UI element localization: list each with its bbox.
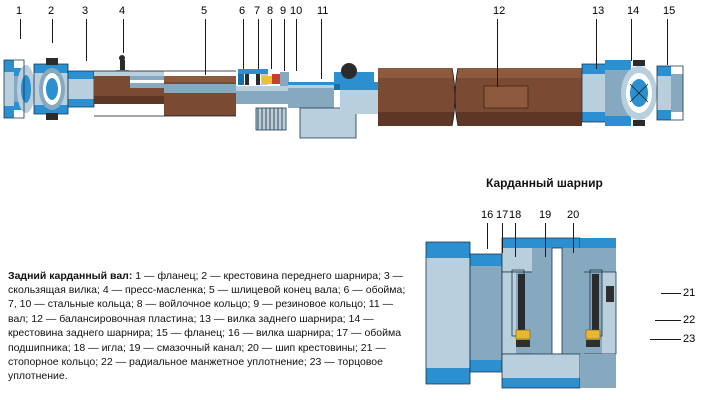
leader-10 [296,19,297,71]
callout-3: 3 [82,5,89,17]
leader-22 [655,320,681,321]
callout-21: 21 [683,287,696,299]
caption-title: Задний карданный вал: [8,269,133,282]
callout-6: 6 [239,5,246,17]
leader-12 [497,19,498,87]
callout-14: 14 [627,5,640,17]
leader-14 [631,19,632,61]
joint-figure-title: Карданный шарнир [486,176,603,190]
leader-11 [321,19,322,79]
leader-6 [243,19,244,69]
leader-18 [515,223,516,257]
leader-1 [20,19,21,39]
shaft-main-tube [378,68,582,126]
callout-2: 2 [48,5,55,17]
leader-23 [650,339,681,340]
splined-sleeve [94,71,236,116]
callout-18: 18 [509,209,522,221]
callout-10: 10 [290,5,303,17]
spline-teeth [256,108,286,130]
callout-15: 15 [663,5,676,17]
leader-3 [86,19,87,61]
leader-15 [667,19,668,65]
callout-17: 17 [496,209,509,221]
callout-5: 5 [201,5,208,17]
callout-4: 4 [119,5,126,17]
callout-1: 1 [16,5,23,17]
leader-17 [502,223,503,253]
leader-2 [52,19,53,43]
callout-20: 20 [567,209,580,221]
leader-21 [661,293,681,294]
callout-8: 8 [267,5,274,17]
callout-9: 9 [280,5,287,17]
front-flange [4,60,35,118]
callout-13: 13 [592,5,605,17]
leader-5 [205,19,206,75]
leader-20 [573,223,574,253]
figure-caption [8,269,416,384]
leader-7 [258,19,259,69]
callout-11: 11 [317,5,329,17]
leader-13 [596,19,597,69]
seal-assembly [238,69,289,86]
leader-8 [271,19,272,69]
leader-9 [284,19,285,71]
caption-body: 1 — фланец; 2 — крестовина переднего шарнира; 3 — скользящая вилка; 4 — пресс-масленка; 5 — шлицевой конец вала; 6 — обойма; 7, 10 — стальные кольца; 8 — войлочное кольцо; 9 — резиновое кольцо; 11 — вал; 12 — балансировочная пластина; 13 — вилка заднего шарнира; 14 — крестовина заднего шарнира; 15 — фланец; 16 — вилка шарнира; 17 — обойма подшипника; 18 — игла; 19 — смазочный канал; 20 — шип крестовины; 21 — стопорное кольцо; 22 — радиальное манжетное уплотнение; 23 — торцовое уплотнение. [8,269,406,383]
callout-22: 22 [683,314,696,326]
callout-16: 16 [481,209,494,221]
callout-12: 12 [493,5,506,17]
callout-23: 23 [683,333,696,345]
leader-19 [545,223,546,257]
leader-16 [487,223,488,249]
leader-4 [123,19,124,53]
rear-universal-joint [582,60,683,126]
universal-joint-diagram [420,228,695,398]
callout-7: 7 [254,5,261,17]
front-universal-joint [34,58,94,120]
callout-19: 19 [539,209,552,221]
